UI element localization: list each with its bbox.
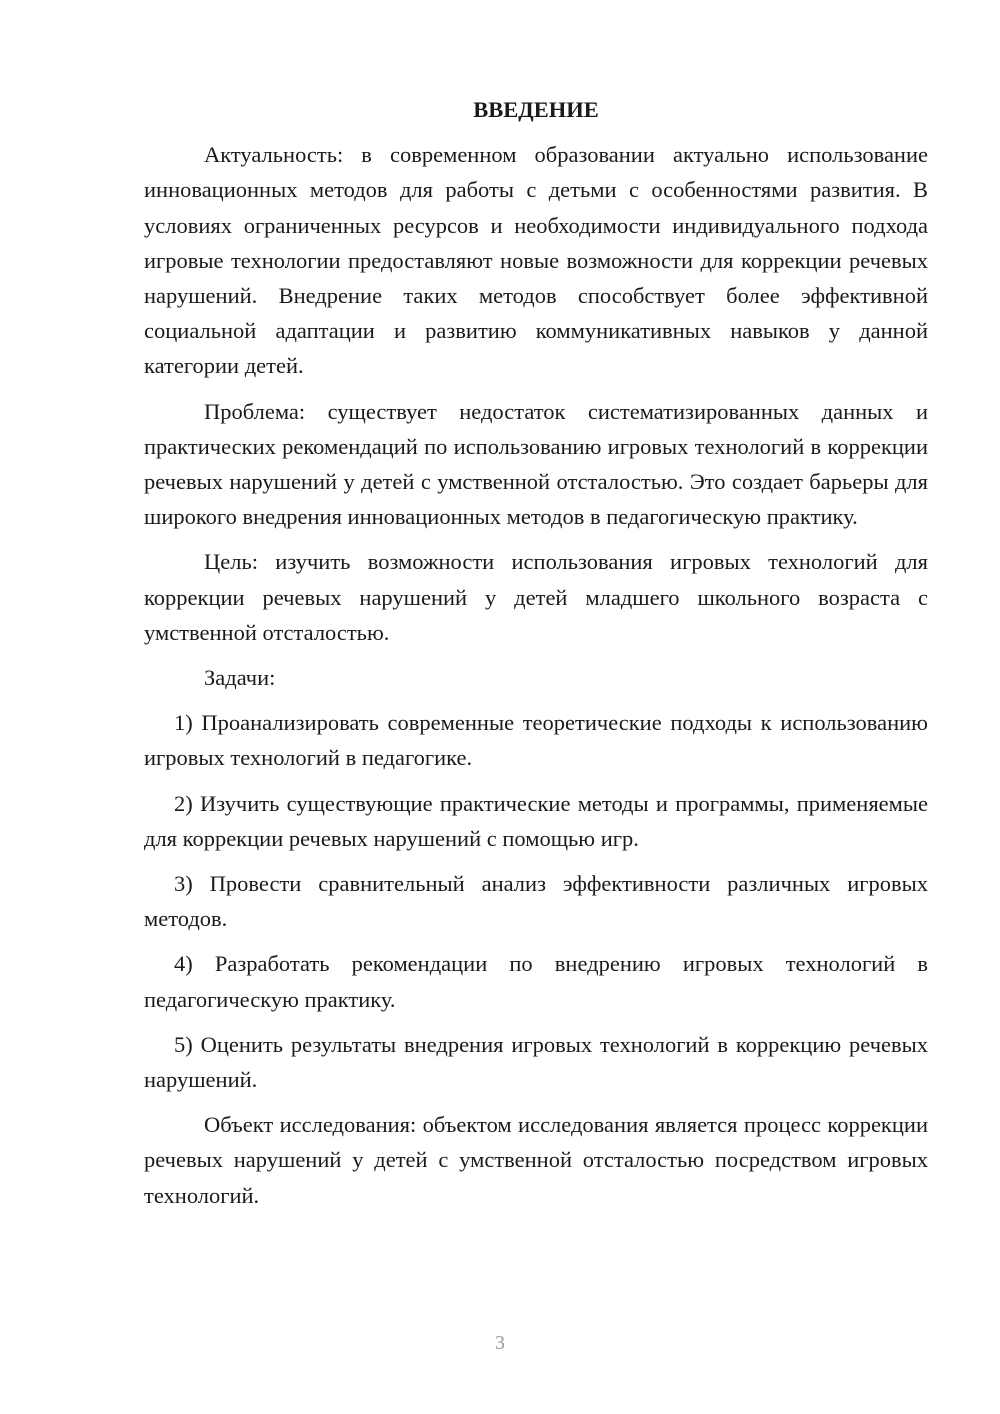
- task-item: 5) Оценить результаты внедрения игровых технологий в коррекцию речевых нарушений.: [144, 1031, 928, 1093]
- problem-paragraph: Проблема: существует недостаток систематизированных данных и практических рекомендаций по использованию игровых технологий в коррекции речевых нарушений у детей с умственной отсталостью. Это создает барьеры для широкого внедрения инновационных методов в педагогическую практику.: [144, 398, 928, 530]
- page-number: 3: [495, 1332, 505, 1354]
- task-item: 4) Разработать рекомендации по внедрению игровых технологий в педагогическую практику.: [144, 951, 928, 1012]
- page-content: [144, 92, 928, 1223]
- task-item: 3) Провести сравнительный анализ эффективности различных игровых методов.: [144, 871, 928, 932]
- tasks-heading: Задачи:: [204, 665, 276, 691]
- object-paragraph: Объект исследования: объектом исследования является процесс коррекции речевых нарушений у детей с умственной отсталостью посредством игровых технологий.: [144, 1112, 928, 1208]
- relevance-paragraph: Актуальность: в современном образовании актуально использование инновационных методов для работы с детьми с особенностями развития. В условиях ограниченных ресурсов и необходимости индивидуального подхода игровые технологии предоставляют новые возможности для коррекции речевых нарушений. Внедрение таких методов способствует более эффективной социальной адаптации и развитию коммуникативных навыков у данной категории детей.: [144, 142, 928, 379]
- task-item: 1) Проанализировать современные теоретические подходы к использованию игровых технологий в педагогике.: [144, 710, 928, 771]
- section-title: ВВЕДЕНИЕ: [473, 97, 599, 122]
- task-item: 2) Изучить существующие практические методы и программы, применяемые для коррекции речевых нарушений с помощью игр.: [144, 790, 928, 851]
- goal-paragraph: Цель: изучить возможности использования игровых технологий для коррекции речевых нарушений у детей младшего школьного возраста с умственной отсталостью.: [144, 549, 928, 645]
